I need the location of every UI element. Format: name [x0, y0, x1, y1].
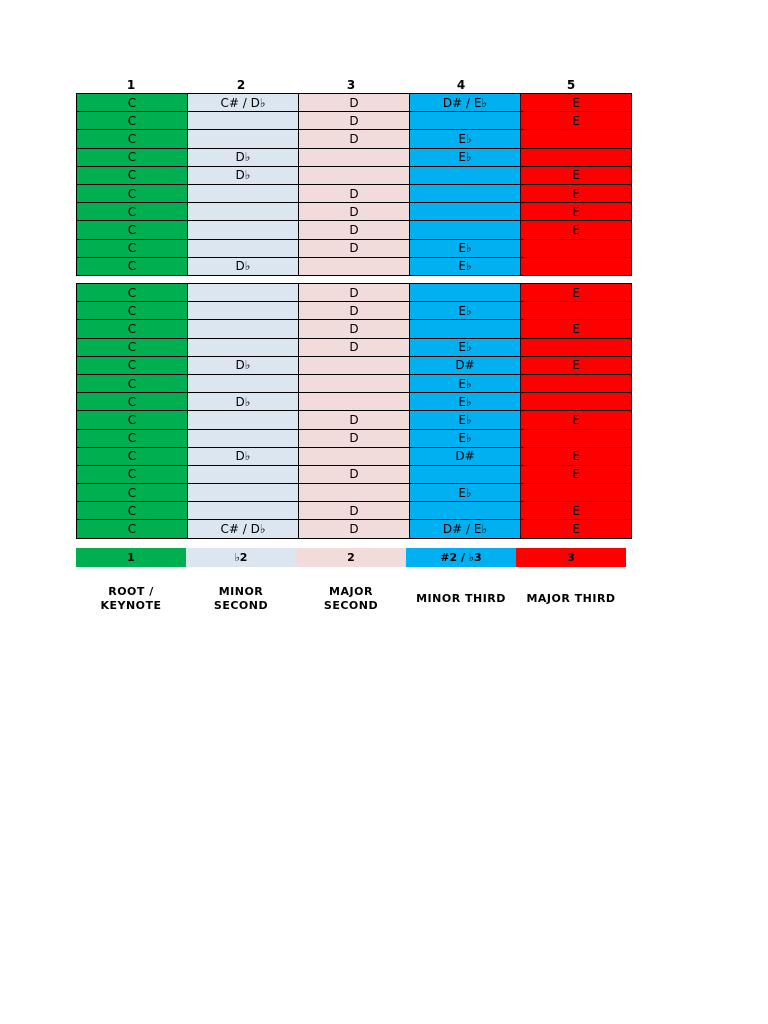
legend-minor-third: #2 / ♭3 [406, 548, 516, 567]
note-cell: D [299, 284, 410, 302]
note-cell: E♭ [410, 148, 521, 166]
note-cell: D♭ [188, 166, 299, 184]
column-number-2: 2 [236, 78, 246, 92]
note-cell: D [299, 203, 410, 221]
note-cell: C [77, 166, 188, 184]
note-cell [188, 429, 299, 447]
interval-name-labels [76, 584, 626, 614]
note-cell: D♭ [188, 356, 299, 374]
interval-table-top [76, 93, 632, 276]
label-minor-third: MINOR THIRD [416, 592, 506, 605]
table-row [77, 184, 632, 202]
note-cell: C [77, 520, 188, 538]
note-cell: D [299, 239, 410, 257]
note-cell: C [77, 338, 188, 356]
label-minor-second: MINOR SECOND [213, 585, 269, 612]
table-row [77, 484, 632, 502]
note-cell: D♭ [188, 447, 299, 465]
note-cell: D [299, 130, 410, 148]
note-cell: E♭ [410, 411, 521, 429]
table-row [77, 320, 632, 338]
note-cell: C [77, 411, 188, 429]
note-cell: E [521, 520, 632, 538]
note-cell: D [299, 94, 410, 112]
note-cell [299, 374, 410, 392]
note-cell: D [299, 112, 410, 130]
note-cell: E [521, 221, 632, 239]
note-cell: E [521, 284, 632, 302]
note-cell [521, 393, 632, 411]
note-cell [188, 320, 299, 338]
note-cell: E♭ [410, 239, 521, 257]
table-row [77, 429, 632, 447]
note-cell [521, 484, 632, 502]
column-number-3: 3 [346, 78, 356, 92]
note-cell [521, 429, 632, 447]
note-cell [188, 184, 299, 202]
note-cell: C [77, 221, 188, 239]
table-row [77, 284, 632, 302]
note-cell: C [77, 257, 188, 275]
note-cell: C [77, 130, 188, 148]
table-row [77, 411, 632, 429]
note-cell: C# / D♭ [188, 520, 299, 538]
note-cell: C [77, 393, 188, 411]
legend-root: 1 [76, 548, 186, 567]
table-row [77, 356, 632, 374]
note-cell: C [77, 148, 188, 166]
table-row [77, 338, 632, 356]
note-cell: E♭ [410, 393, 521, 411]
note-cell: E♭ [410, 257, 521, 275]
table-row [77, 130, 632, 148]
table-row [77, 257, 632, 275]
note-cell: C [77, 302, 188, 320]
note-cell: D [299, 520, 410, 538]
note-cell: C [77, 429, 188, 447]
note-cell [410, 203, 521, 221]
table-row [77, 374, 632, 392]
note-cell [299, 166, 410, 184]
note-cell [410, 184, 521, 202]
note-cell: D [299, 411, 410, 429]
note-cell [188, 502, 299, 520]
note-cell [188, 302, 299, 320]
column-number-4: 4 [456, 78, 466, 92]
table-row [77, 203, 632, 221]
table-row [77, 502, 632, 520]
note-cell: C [77, 184, 188, 202]
note-cell: E [521, 502, 632, 520]
table-row [77, 112, 632, 130]
note-cell [299, 484, 410, 502]
note-cell: E♭ [410, 130, 521, 148]
note-cell: D [299, 502, 410, 520]
note-cell: E [521, 166, 632, 184]
note-cell [299, 393, 410, 411]
note-cell [299, 148, 410, 166]
note-cell [521, 374, 632, 392]
note-cell [521, 302, 632, 320]
note-cell [410, 221, 521, 239]
note-cell: D [299, 429, 410, 447]
label-root-keynote: ROOT / KEYNOTE [100, 585, 162, 612]
note-cell: E♭ [410, 484, 521, 502]
note-cell [188, 411, 299, 429]
note-cell [521, 257, 632, 275]
table-row [77, 148, 632, 166]
note-cell: C [77, 284, 188, 302]
table-row [77, 393, 632, 411]
note-cell: E [521, 94, 632, 112]
label-major-second: MAJOR SECOND [323, 585, 379, 612]
note-cell: E [521, 356, 632, 374]
note-cell [410, 502, 521, 520]
note-cell [188, 374, 299, 392]
legend-major-third: 3 [516, 548, 626, 567]
column-number-header [76, 77, 626, 93]
note-cell: C [77, 203, 188, 221]
note-cell: D [299, 320, 410, 338]
note-cell: E♭ [410, 302, 521, 320]
note-cell [521, 338, 632, 356]
note-cell: C [77, 239, 188, 257]
table-row [77, 221, 632, 239]
note-cell: D [299, 302, 410, 320]
note-cell: E [521, 184, 632, 202]
note-cell: C [77, 94, 188, 112]
note-cell [410, 112, 521, 130]
note-cell: D [299, 338, 410, 356]
note-cell [521, 130, 632, 148]
note-cell: D# [410, 356, 521, 374]
note-cell: C [77, 447, 188, 465]
note-cell: E♭ [410, 374, 521, 392]
legend-minor-second: ♭2 [186, 548, 296, 567]
note-cell: D♭ [188, 393, 299, 411]
note-cell: C [77, 484, 188, 502]
note-cell: E♭ [410, 429, 521, 447]
note-cell [299, 257, 410, 275]
note-cell [188, 465, 299, 483]
column-number-1: 1 [126, 78, 136, 92]
note-cell: D♭ [188, 148, 299, 166]
column-number-5: 5 [566, 78, 576, 92]
note-cell [521, 239, 632, 257]
table-row [77, 239, 632, 257]
note-cell: D [299, 465, 410, 483]
note-cell: C# / D♭ [188, 94, 299, 112]
table-row [77, 465, 632, 483]
note-cell: E [521, 465, 632, 483]
note-cell: C [77, 356, 188, 374]
table-row [77, 166, 632, 184]
note-cell [188, 130, 299, 148]
note-cell [188, 221, 299, 239]
note-cell [299, 447, 410, 465]
note-cell: E [521, 203, 632, 221]
note-cell [188, 239, 299, 257]
note-cell [410, 284, 521, 302]
note-cell [188, 484, 299, 502]
note-cell: D# / E♭ [410, 94, 521, 112]
note-cell [188, 203, 299, 221]
note-cell: D [299, 184, 410, 202]
note-cell [299, 356, 410, 374]
note-cell: C [77, 374, 188, 392]
note-cell: D♭ [188, 257, 299, 275]
interval-table-bottom [76, 283, 632, 539]
note-cell [410, 320, 521, 338]
interval-legend-bar [76, 548, 626, 567]
note-cell: C [77, 112, 188, 130]
table-row [77, 94, 632, 112]
note-cell: E♭ [410, 338, 521, 356]
note-cell [188, 338, 299, 356]
label-major-third: MAJOR THIRD [526, 592, 616, 605]
note-cell: D [299, 221, 410, 239]
note-cell [188, 112, 299, 130]
note-cell: E [521, 411, 632, 429]
note-cell [188, 284, 299, 302]
note-cell: C [77, 465, 188, 483]
table-row [77, 520, 632, 538]
legend-major-second: 2 [296, 548, 406, 567]
note-cell [521, 148, 632, 166]
table-row [77, 447, 632, 465]
note-cell: D# [410, 447, 521, 465]
note-cell: C [77, 320, 188, 338]
note-cell: C [77, 502, 188, 520]
note-cell [410, 166, 521, 184]
note-cell: E [521, 447, 632, 465]
note-cell: E [521, 112, 632, 130]
note-cell: E [521, 320, 632, 338]
note-cell: D# / E♭ [410, 520, 521, 538]
table-row [77, 302, 632, 320]
note-cell [410, 465, 521, 483]
